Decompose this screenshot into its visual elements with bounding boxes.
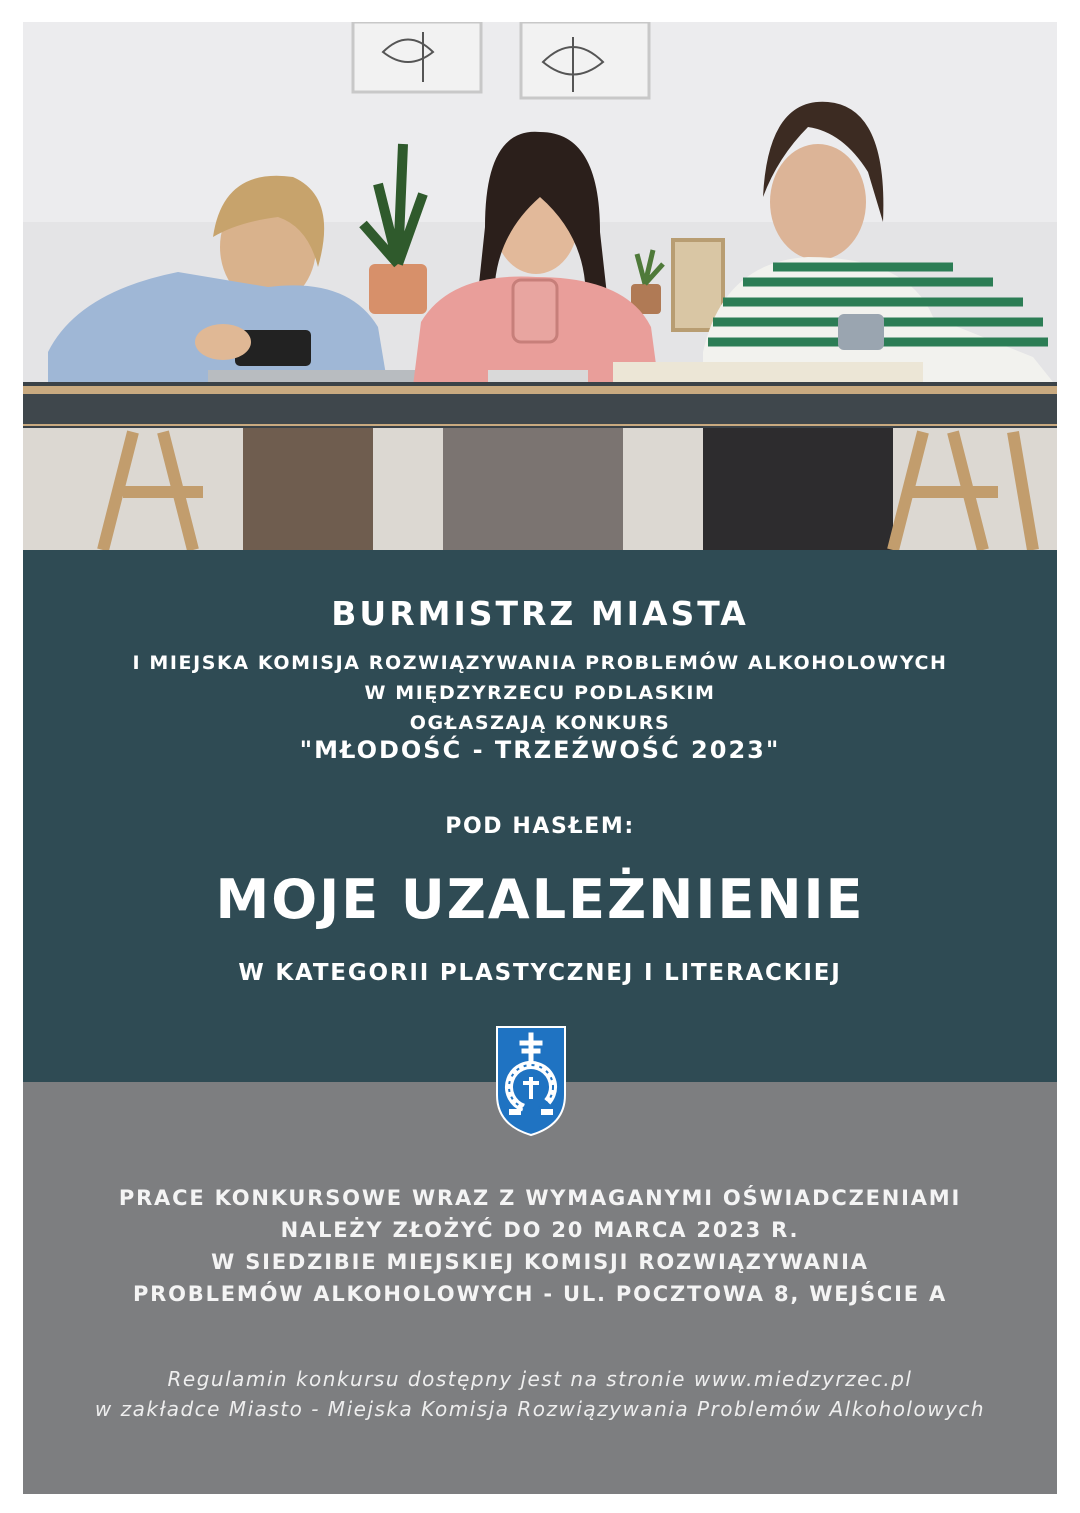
header-title: BURMISTRZ MIASTA: [331, 594, 749, 633]
submission-line: PROBLEMÓW ALKOHOLOWYCH - UL. POCZTOWA 8, WEJŚCIE A: [132, 1282, 948, 1306]
poster: [23, 22, 1057, 1494]
slogan-main: MOJE UZALEŻNIENIE: [215, 868, 865, 931]
submission-info: [23, 1182, 1057, 1310]
submission-line: PRACE KONKURSOWE WRAZ Z WYMAGANYMI OŚWIADCZENIAMI: [118, 1186, 962, 1210]
slogan-intro: POD HASŁEM:: [445, 814, 635, 839]
header-line: OGŁASZAJĄ KONKURS: [409, 712, 671, 734]
slogan-category: W KATEGORII PLASTYCZNEJ I LITERACKIEJ: [238, 960, 842, 986]
city-coat-of-arms-icon: [495, 1025, 567, 1137]
rules-line: Regulamin konkursu dostępny jest na stronie www.miedzyrzec.pl: [167, 1367, 913, 1391]
hero-photo: [23, 22, 1057, 550]
submission-line: W SIEDZIBIE MIEJSKIEJ KOMISJI ROZWIĄZYWANIA: [211, 1250, 869, 1274]
header-line: I MIEJSKA KOMISJA ROZWIĄZYWANIA PROBLEMÓW ALKOHOLOWYCH: [132, 652, 948, 674]
rules-note: [23, 1364, 1057, 1424]
teens-with-phones-illustration: [23, 22, 1057, 550]
header-lines: [23, 648, 1057, 738]
submission-line: NALEŻY ZŁOŻYĆ DO 20 MARCA 2023 R.: [280, 1218, 800, 1242]
rules-line: w zakładce Miasto - Miejska Komisja Rozwiązywania Problemów Alkoholowych: [94, 1397, 986, 1421]
contest-name: "MŁODOŚĆ - TRZEŹWOŚĆ 2023": [299, 736, 781, 764]
header-line: W MIĘDZYRZECU PODLASKIM: [364, 682, 716, 704]
